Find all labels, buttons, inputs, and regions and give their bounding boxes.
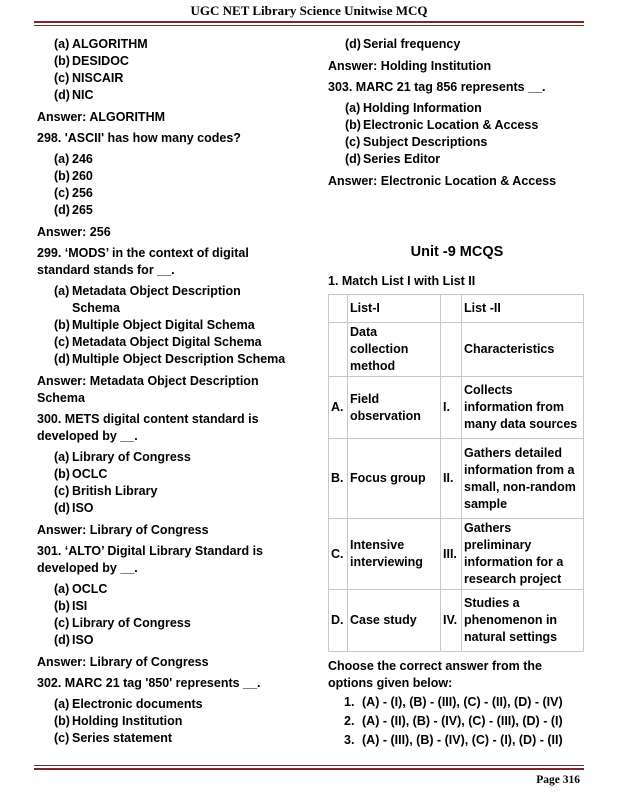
table-cell xyxy=(329,323,348,377)
table-cell: D. xyxy=(329,590,348,652)
option: (a) Electronic documents xyxy=(54,697,203,711)
footer-rule xyxy=(34,768,584,770)
table-row xyxy=(329,590,584,652)
answer-choice: 1. (A) - (I), (B) - (III), (C) - (II), (D) - (IV) xyxy=(344,695,563,709)
instruction-text: Choose the correct answer from the options given below: xyxy=(328,659,542,690)
option: (b) Multiple Object Digital Schema xyxy=(54,318,255,332)
question-298: 298. 'ASCII' has how many codes? xyxy=(37,131,241,145)
option: (a) 246 xyxy=(54,152,93,166)
table-cell: Collects information from many data sources xyxy=(462,377,584,439)
right-column xyxy=(328,36,586,749)
option: (c) Series statement xyxy=(54,731,173,745)
option: (b) OCLC xyxy=(54,467,108,481)
option: (b) Electronic Location & Access xyxy=(345,118,539,132)
table-cell: List -II xyxy=(462,295,584,323)
table-cell: List-I xyxy=(348,295,441,323)
match-question: 1. Match List I with List II xyxy=(328,274,476,288)
option: (b) Holding Institution xyxy=(54,714,183,728)
option: (d) ISO xyxy=(54,501,94,515)
option: (a) OCLC xyxy=(54,582,108,596)
table-cell xyxy=(329,295,348,323)
unit-title: Unit -9 MCQS xyxy=(410,244,504,260)
answer: Answer: Metadata Object Description Schema xyxy=(37,374,259,405)
table-cell: II. xyxy=(441,439,462,519)
question-302: 302. MARC 21 tag '850' represents __. xyxy=(37,676,261,690)
option: (a) Holding Information xyxy=(345,101,482,115)
option: (d) Series Editor xyxy=(345,152,441,166)
answer: Answer: Library of Congress xyxy=(37,523,209,537)
answer: Answer: Holding Institution xyxy=(328,59,492,73)
table-cell xyxy=(441,295,462,323)
option: (c) Subject Descriptions xyxy=(345,135,488,149)
option: (d) Serial frequency xyxy=(345,37,461,51)
page-number: Page 316 xyxy=(536,774,580,786)
table-cell: III. xyxy=(441,519,462,590)
option: (b) ISI xyxy=(54,599,88,613)
answer: Answer: Electronic Location & Access xyxy=(328,174,557,188)
table-row xyxy=(329,439,584,519)
option: (c) NISCAIR xyxy=(54,71,124,85)
question-300: 300. METS digital content standard is developed by __. xyxy=(37,412,259,443)
answer-choice: 3. (A) - (III), (B) - (IV), (C) - (I), (D) - (II) xyxy=(344,733,563,747)
table-cell: B. xyxy=(329,439,348,519)
match-table xyxy=(328,294,584,652)
answer: Answer: Library of Congress xyxy=(37,655,209,669)
header-rule-thin xyxy=(34,25,584,26)
option: (d) 265 xyxy=(54,203,93,217)
table-cell: Case study xyxy=(348,590,441,652)
option: (d) ISO xyxy=(54,633,94,647)
table-header-row xyxy=(329,295,584,323)
answer: Answer: 256 xyxy=(37,225,111,239)
left-column xyxy=(37,36,292,747)
option: (c) Library of Congress xyxy=(54,616,191,630)
option: (a) Metadata Object Description Schema xyxy=(54,284,241,315)
option: (a) Library of Congress xyxy=(54,450,191,464)
answer: Answer: ALGORITHM xyxy=(37,110,166,124)
table-row xyxy=(329,519,584,590)
table-row xyxy=(329,377,584,439)
option: (c) 256 xyxy=(54,186,93,200)
option: (b) DESIDOC xyxy=(54,54,129,68)
answer-choice: 2. (A) - (II), (B) - (IV), (C) - (III), (D) - (I) xyxy=(344,714,563,728)
option: (d) NIC xyxy=(54,88,94,102)
table-cell: Field observation xyxy=(348,377,441,439)
question-301: 301. ‘ALTO’ Digital Library Standard is developed by __. xyxy=(37,544,263,575)
table-cell: Gathers detailed information from a small, non-random sample xyxy=(462,439,584,519)
table-cell: Data collection method xyxy=(348,323,441,377)
table-cell: I. xyxy=(441,377,462,439)
table-cell: Gathers preliminary information for a research project xyxy=(462,519,584,590)
page-header: UGC NET Library Science Unitwise MCQ xyxy=(190,3,428,18)
question-303: 303. MARC 21 tag 856 represents __. xyxy=(328,80,546,94)
header-rule xyxy=(34,21,584,23)
table-cell: IV. xyxy=(441,590,462,652)
table-row xyxy=(329,323,584,377)
footer-rule-thin xyxy=(34,765,584,766)
table-cell: Characteristics xyxy=(462,323,584,377)
option: (a) ALGORITHM xyxy=(54,37,148,51)
table-cell: Focus group xyxy=(348,439,441,519)
table-cell xyxy=(441,323,462,377)
table-cell: Studies a phenomenon in natural settings xyxy=(462,590,584,652)
option: (c) British Library xyxy=(54,484,158,498)
question-299: 299. ‘MODS’ in the context of digital standard stands for __. xyxy=(37,246,249,277)
table-cell: A. xyxy=(329,377,348,439)
table-cell: Intensive interviewing xyxy=(348,519,441,590)
option: (d) Multiple Object Description Schema xyxy=(54,352,286,366)
option: (b) 260 xyxy=(54,169,93,183)
option: (c) Metadata Object Digital Schema xyxy=(54,335,262,349)
table-cell: C. xyxy=(329,519,348,590)
